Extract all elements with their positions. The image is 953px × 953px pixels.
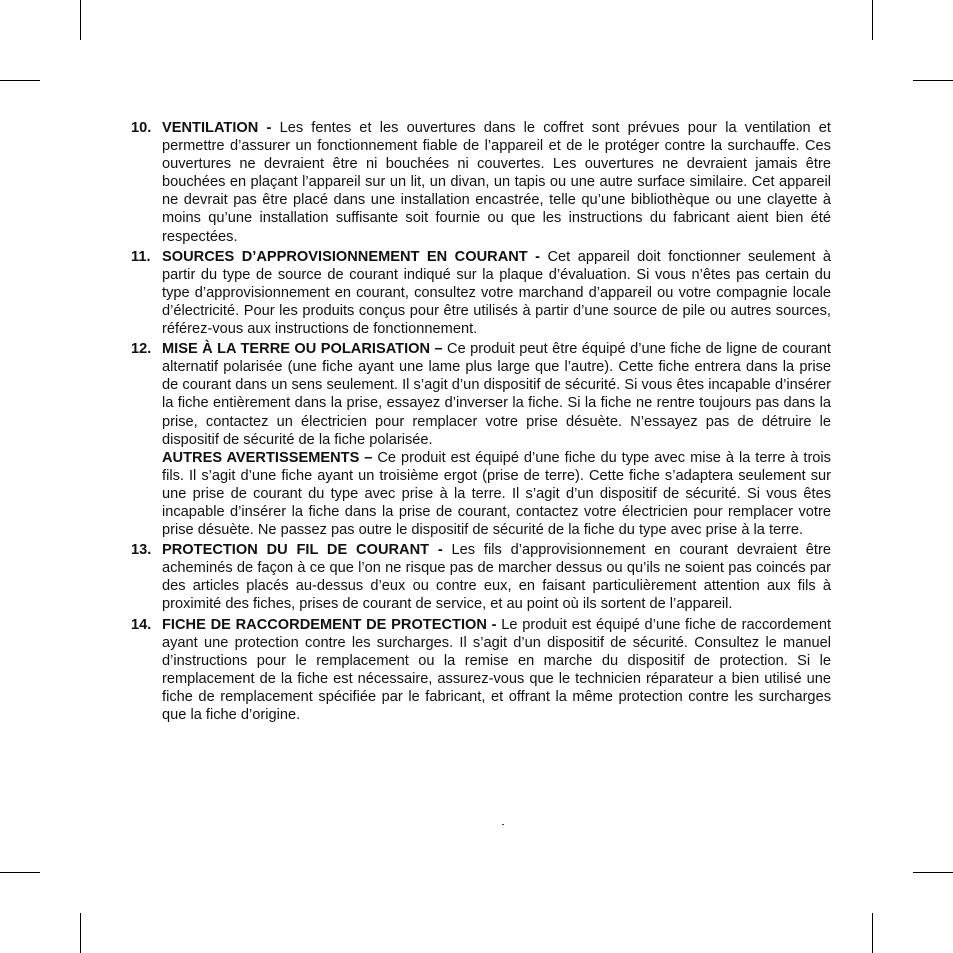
item-number: 14.	[131, 616, 152, 633]
item-sub-paragraph	[162, 449, 831, 539]
item-number: 11.	[131, 248, 151, 265]
crop-mark-bottom-right-horizontal	[913, 872, 953, 873]
item-paragraph	[162, 119, 831, 246]
item-text: Ce produit peut être équipé d’une fiche de ligne de courant alternatif polarisée (une fiche ayant une lame plus large que l’autre). Cette fiche entrera dans la prise de courant dans un sens seulement. Il s’agit d’un dispositif de sécurité. Si vous êtes incapable d’insérer la fiche entièrement dans la prise, essayez d’inverser la fiche. Si la fiche ne rentre toujours pas dans la prise, contactez un électricien pour remplacer votre prise désuète. N’essayez pas de détruire le dispositif de sécurité de la fiche polarisée.	[162, 341, 831, 448]
item-paragraph	[162, 340, 831, 449]
print-speck	[502, 824, 504, 825]
crop-mark-bottom-right-vertical	[872, 913, 873, 953]
crop-mark-top-left-vertical	[80, 0, 81, 40]
item-number: 10.	[131, 120, 152, 136]
crop-mark-top-right-vertical	[872, 0, 873, 40]
item-text: Le produit est équipé d’une fiche de raccordement ayant une protection contre les surcharges. Il s’agit d’un dispositif de sécurité. Consultez le manuel d’instructions pour le remplacement ou la remise en marche du dispositif de protection. Si le remplacement de la fiche est nécessaire, assurez-vous que le technicien réparateur a bien utilisé une fiche de remplacement spécifiée par le fabricant, et offrant la même protection contre les surcharges que la fiche d’origine.	[162, 616, 832, 723]
item-heading: PROTECTION DU FIL DE COURANT -	[162, 542, 443, 559]
item-paragraph	[162, 248, 831, 338]
item-text: Les fils d’approvisionnement en courant devraient être acheminés de façon à ce que l’on ne risque pas de marcher dessus ou qu’ils ne soient pas coincés par des articles placés au-dessus d’eux ou contre eux, en faisant particulièrement attention aux fils à proximité des fiches, prises de courant de service, et au point où ils sortent de l’appareil.	[162, 542, 831, 613]
instruction-item-11	[131, 248, 831, 338]
safety-instructions	[131, 119, 831, 726]
item-number: 12.	[131, 341, 152, 358]
item-paragraph	[162, 541, 831, 613]
item-number: 13.	[131, 542, 152, 559]
item-text: Les fentes et les ouvertures dans le coffret sont prévues pour la ventilation et permettre d’assurer un fonctionnement fiable de l’appareil et de le protéger contre la surchauffe. Ces ouvertures ne devraient être ni bouchées ni couvertes. Les ouvertures ne devraient jamais être bouchées en plaçant l’appareil sur un lit, un divan, un tapis ou une autre surface similaire. Cet appareil ne devrait pas être placé dans une installation encastrée, telle qu’une bibliothèque ou une clayette à moins qu’une installation suffisante soit fournie ou que les instructions du fabricant aient bien été respectées.	[162, 120, 831, 245]
item-heading: MISE À LA TERRE OU POLARISATION –	[162, 341, 443, 358]
item-heading: FICHE DE RACCORDEMENT DE PROTECTION -	[162, 616, 497, 633]
item-heading: VENTILATION -	[162, 120, 272, 136]
crop-mark-top-right-horizontal	[913, 80, 953, 81]
crop-mark-bottom-left-vertical	[80, 913, 81, 953]
item-sub-heading: AUTRES AVERTISSEMENTS –	[162, 449, 373, 466]
item-text: Cet appareil doit fonctionner seulement à partir du type de source de courant indiqué sur la plaque d’évaluation. Si vous n’êtes pas certain du type d’approvisionnement en courant, consultez votre marchand d’appareil ou votre compagnie locale d’électricité. Pour les produits conçus pour être utilisés à partir d’une source de pile ou autres sources, référez-vous aux instructions de fonctionnement.	[162, 248, 831, 338]
item-sub-text: Ce produit est équipé d’une fiche du type avec mise à la terre à trois fils. Il s’agit d’une fiche ayant un troisième ergot (prise de terre). Cette fiche s’adaptera seulement sur une prise de courant du type avec prise à la terre. Il s’agit d’un dispositif de sécurité. Si vous êtes incapable d’insérer la fiche dans la prise de courant, contactez votre électricien pour remplacer votre prise désuète. Ne passez pas outre le dispositif de sécurité de la fiche du type avec prise à la terre.	[162, 449, 831, 539]
instruction-item-14	[131, 616, 831, 725]
instruction-item-13	[131, 541, 831, 613]
crop-mark-bottom-left-horizontal	[0, 872, 40, 873]
crop-mark-top-left-horizontal	[0, 80, 40, 81]
instruction-item-10	[131, 119, 831, 246]
item-paragraph	[162, 616, 831, 725]
item-heading: SOURCES D’APPROVISIONNEMENT EN COURANT -	[162, 248, 541, 265]
instruction-item-12	[131, 340, 831, 539]
